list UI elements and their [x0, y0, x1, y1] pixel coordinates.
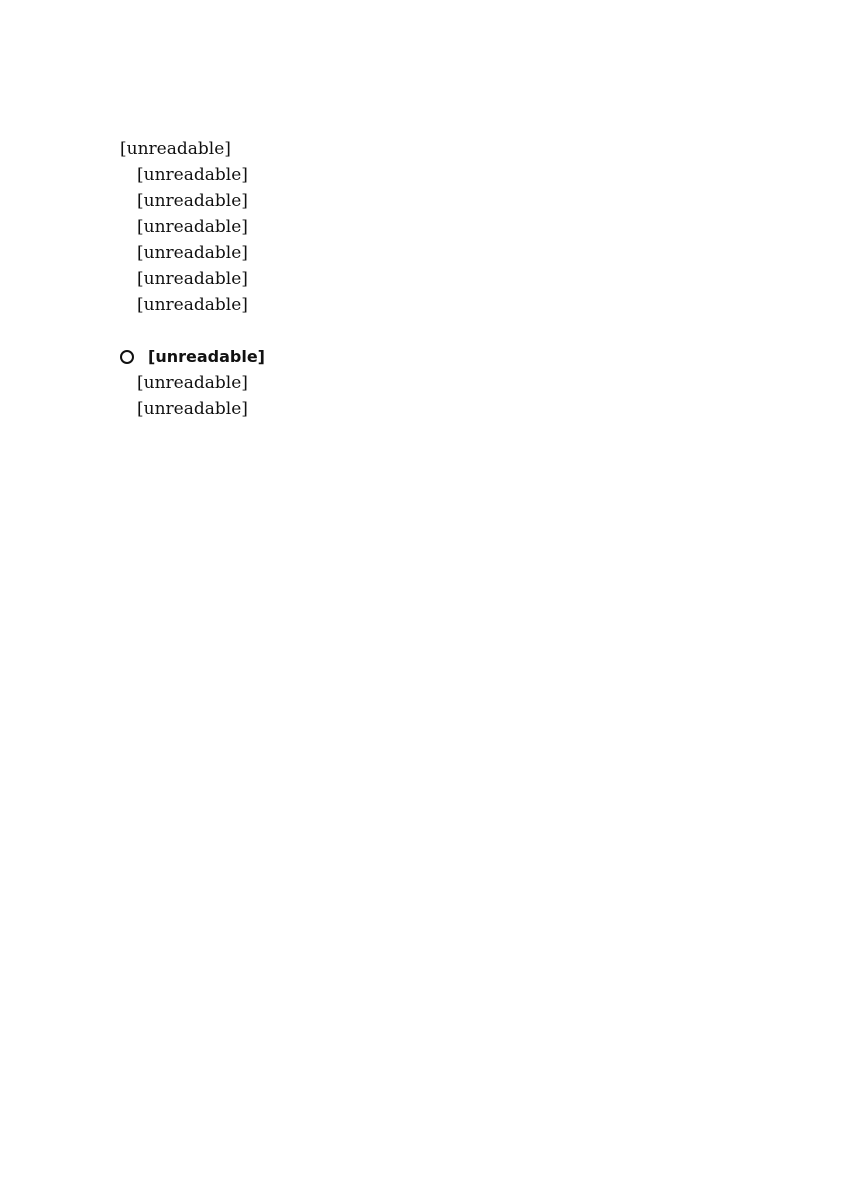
body-paragraph: [unreadable] [137, 295, 248, 315]
body-paragraph: [unreadable] [120, 139, 231, 159]
body-paragraph: [unreadable] [137, 217, 248, 237]
body-paragraph: [unreadable] [137, 165, 248, 185]
body-paragraph: [unreadable] [137, 243, 248, 263]
body-paragraph: [unreadable] [137, 191, 248, 211]
body-paragraph: [unreadable] [137, 269, 248, 289]
section-paragraph: [unreadable] [137, 399, 248, 419]
section-heading-text: [unreadable] [148, 347, 265, 366]
circle-bullet-icon [120, 350, 134, 364]
section-heading [120, 344, 740, 370]
document-page [120, 136, 740, 422]
section-paragraph: [unreadable] [137, 373, 248, 393]
